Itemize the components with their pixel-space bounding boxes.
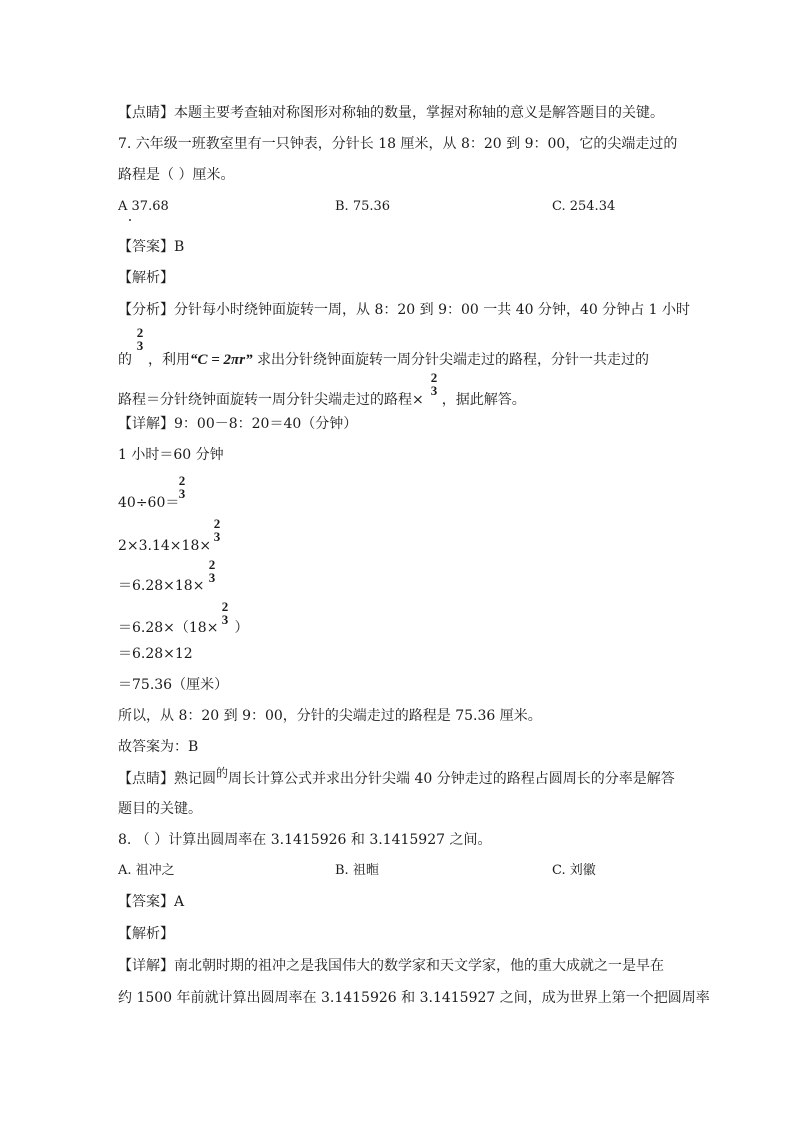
q7-analysis-line1: 【分析】分针每小时绕钟面旋转一周，从 8：20 到 9：00 一共 40 分钟，40 分钟占 1 小时 — [118, 302, 691, 318]
q7-step-calc1: 2×3.14×18× — [118, 538, 212, 554]
q7-step-calc3: ＝6.28×（18× ） — [118, 620, 249, 636]
q7-answer: 【答案】B — [118, 239, 185, 255]
fraction-two-thirds: 2 3 — [430, 370, 438, 398]
q8-option-b: B. 祖暅 — [335, 863, 379, 878]
q7-analysis-line2: 的 ，利用“C = 2πr” 求出分针绕钟面旋转一周分针尖端走过的路程，分针一共走过的 — [118, 352, 650, 368]
fraction-two-thirds: 2 3 — [136, 325, 144, 353]
fraction-two-thirds: 2 3 — [213, 516, 221, 544]
q7-step-calc4: ＝6.28×12 — [118, 646, 193, 662]
q8-detail-line2: 约 1500 年前就计算出圆周率在 3.1415926 和 3.1415927 之间，成为世界上第一个把圆周率 — [118, 990, 710, 1006]
q8-option-a: A. 祖冲之 — [118, 863, 175, 878]
q7-step-result: ＝75.36（厘米） — [118, 677, 229, 693]
q7-review-note-line2: 题目的关键。 — [118, 801, 202, 817]
q7-conclusion: 所以，从 8：20 到 9：00，分针的尖端走过的路程是 75.36 厘米。 — [118, 708, 542, 724]
question-7-line2: 路程是（ ）厘米。 — [118, 167, 235, 183]
q7-option-c: C. 254.34 — [552, 199, 616, 214]
q7-step-hour: 1 小时＝60 分钟 — [118, 447, 224, 463]
q8-option-c: C. 刘徽 — [552, 863, 596, 878]
q8-answer: 【答案】A — [118, 894, 185, 910]
circumference-formula: “C = 2πr” — [190, 352, 253, 368]
fraction-two-thirds: 2 3 — [208, 557, 216, 585]
q7-analysis-heading: 【解析】 — [118, 270, 174, 286]
q7-option-b: B. 75.36 — [335, 199, 391, 214]
q7-step-ratio: 40÷60＝ — [118, 495, 180, 511]
fraction-two-thirds: 2 3 — [178, 473, 186, 501]
decor-dot — [129, 219, 131, 221]
q8-analysis-heading: 【解析】 — [118, 926, 174, 942]
q7-option-a: A 37.68 — [118, 199, 169, 214]
q7-detail-line1: 【详解】9：00－8：20＝40（分钟） — [118, 416, 358, 432]
q7-review-note-line1: 【点睛】熟记圆的周长计算公式并求出分针尖端 40 分钟走过的路程占圆周长的分率是解答 — [118, 766, 675, 787]
q7-step-calc2: ＝6.28×18× — [118, 578, 205, 594]
q8-detail-line1: 【详解】南北朝时期的祖冲之是我国伟大的数学家和天文学家，他的重大成就之一是早在 — [118, 958, 664, 974]
question-7-line1: 7. 六年级一班教室里有一只钟表，分针长 18 厘米，从 8：20 到 9：00，它的尖端走过的 — [118, 136, 678, 152]
q7-analysis-line3: 路程＝分针绕钟面旋转一周分针尖端走过的路程× ，据此解答。 — [118, 392, 526, 408]
fraction-two-thirds: 2 3 — [221, 599, 229, 627]
review-note-q6: 【点睛】本题主要考查轴对称图形对称轴的数量，掌握对称轴的意义是解答题目的关键。 — [118, 105, 664, 121]
question-8: 8. （ ）计算出圆周率在 3.1415926 和 3.1415927 之间。 — [118, 832, 492, 848]
q7-final-answer: 故答案为：B — [118, 739, 199, 755]
